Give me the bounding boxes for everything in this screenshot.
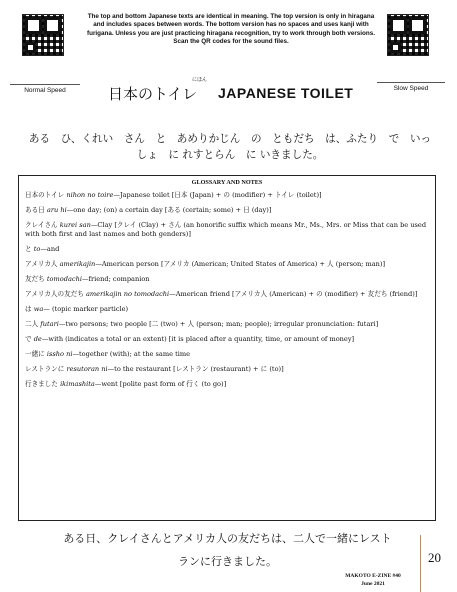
glossary-entry: [25, 350, 429, 359]
glossary-heading: GLOSSARY AND NOTES: [191, 179, 263, 186]
glossary-definition: —Japanese toilet [日本 (Japan) + の (modifier) + トイレ (toilet)]: [113, 191, 322, 199]
glossary-definition: —and: [40, 245, 60, 254]
glossary-box: [18, 175, 436, 521]
glossary-term: 二人: [25, 320, 39, 329]
glossary-romaji: issho ni: [46, 350, 73, 359]
glossary-entry: [25, 260, 429, 269]
glossary-romaji: aru hi: [46, 206, 67, 214]
glossary-romaji: kurei san: [59, 221, 91, 229]
glossary-romaji: futari: [40, 320, 59, 329]
title-english: JAPANESE TOILET: [218, 85, 354, 101]
glossary-romaji: ikimashita: [60, 380, 95, 389]
kanji-text-line-2: ランに行きました。: [178, 555, 277, 568]
glossary-entry: [25, 191, 429, 200]
glossary-romaji: amerikajin no tomodachi: [86, 290, 170, 299]
glossary-term: 一緒に: [25, 350, 45, 359]
glossary-definition: —together (with); at the same time: [72, 350, 190, 359]
glossary-term: で: [25, 335, 32, 344]
qr-code-slow-speed[interactable]: [387, 14, 429, 56]
glossary-definition: —with (indicates a total or an extent) [it is placed after a quantity, time, or amount of money]: [41, 335, 355, 344]
glossary-romaji: amerikajin: [59, 260, 96, 269]
glossary-term: 友だち: [25, 275, 45, 284]
glossary-definition: —two persons; two people [二 (two) + 人 (person; man; people); irregular pronunciation: futari]: [58, 320, 379, 329]
intro-text: The top and bottom Japanese texts are identical in meaning. The top version is only in hiragana and includes spaces between words. The bottom version has no spaces and uses kanji with furigana. Unless you are just practicing hiragana recognition, try to work through both versions. Scan the QR codes for the sound files.: [87, 13, 375, 45]
glossary-definition: —American person [アメリカ (American; United States of America) + 人 (person; man)]: [95, 260, 386, 269]
glossary-romaji: de: [33, 335, 42, 344]
zine-date: June 2021: [361, 581, 385, 587]
glossary-term: クレイさん: [25, 221, 58, 229]
zine-title: MAKOTO E-ZINE #40: [345, 573, 401, 579]
glossary-entry: [25, 365, 429, 374]
page-number: 20: [428, 550, 441, 565]
glossary-entry: [25, 380, 429, 389]
hiragana-text: ある ひ、くれい さん と あめりかじん の ともだち は、ふたり で いっしょ に れすとらん に いきました。: [28, 133, 432, 161]
glossary-entry: [25, 305, 429, 314]
glossary-term: 日本のトイレ: [25, 191, 65, 199]
glossary-term: ある日: [25, 206, 45, 214]
glossary-term: と: [25, 245, 32, 254]
glossary-romaji: nihon no toire: [66, 191, 114, 199]
normal-speed-label: Normal Speed: [10, 84, 80, 94]
glossary-entry: [25, 320, 429, 329]
glossary-romaji: to: [33, 245, 41, 254]
title-japanese: 日本のトイレ: [108, 85, 198, 103]
glossary-definition: —American friend [アメリカ人 (American) + の (modifier) + 友だち (friend)]: [169, 290, 418, 299]
glossary-entry: [25, 245, 429, 254]
slow-speed-label: Slow Speed: [377, 82, 445, 92]
glossary-definition: —friend; companion: [81, 275, 150, 284]
glossary-definition: —went [polite past form of 行く (to go)]: [94, 380, 227, 389]
glossary-entry: [25, 335, 429, 344]
glossary-entry: [25, 221, 429, 239]
page-rule: [420, 535, 421, 592]
glossary-term: レストランに: [25, 365, 65, 374]
glossary-definition: —one day; (on) a certain day [ある (certain; some) + 日 (day)]: [66, 206, 272, 214]
glossary-entries: [25, 191, 429, 389]
title-furigana: にほん: [192, 77, 208, 83]
glossary-romaji: resutoran ni: [66, 365, 108, 374]
glossary-term: は: [25, 305, 32, 314]
kanji-text: [60, 527, 395, 573]
glossary-definition: —Clay [クレイ (Clay) + さん (an honorific suffix which means Mr., Ms., Mrs. or Miss that can be used with both first and last names and both genders)]: [25, 221, 427, 239]
glossary-term: 行きました: [25, 380, 58, 389]
zine-footer: [343, 572, 403, 588]
glossary-entry: [25, 275, 429, 284]
glossary-entry: [25, 206, 429, 215]
glossary-definition: —to the restaurant [レストラン (restaurant) + に (to)]: [107, 365, 284, 374]
kanji-text-line-1: ある日、クレイさんとアメリカ人の友だちは、二人で一緒にレスト: [63, 532, 392, 545]
glossary-romaji: wa: [33, 305, 44, 314]
qr-code-normal-speed[interactable]: [22, 14, 64, 56]
glossary-entry: [25, 290, 429, 299]
glossary-term: アメリカ人: [25, 260, 58, 269]
glossary-definition: — (topic marker particle): [43, 305, 129, 314]
glossary-term: アメリカ人の友だち: [25, 290, 84, 299]
glossary-romaji: tomodachi: [46, 275, 82, 284]
